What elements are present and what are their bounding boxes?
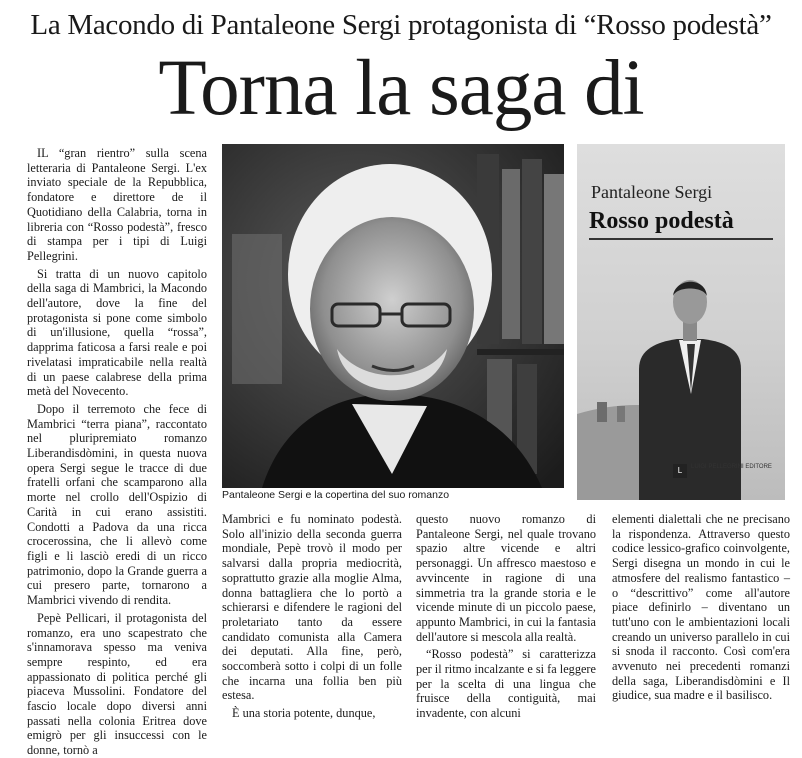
cover-divider: [589, 238, 773, 240]
paragraph: Mambrici e fu nominato podestà. Solo all'inizio della seconda guerra mondiale, Pepè trovò il modo per salvarsi dalla propria mediocrità, soprattutto grazie alla moglie Alma, donna battagliera che lo portò a schierarsi e difendere le ragioni del proletariato tanto da essere candidato comunista alla Camera dei deputati. Alla fine, però, soccomberà sotto i colpi di un folle che incarna una follia ben più estesa.: [222, 512, 402, 703]
photo-caption: Pantaleone Sergi e la copertina del suo romanzo: [222, 489, 450, 501]
paragraph: “Rosso podestà” si caratterizza per il ritmo incalzante e si fa leggere per la scelta di una lingua che fruisce della contiguità, mai invadente, con alcuni: [416, 647, 596, 721]
paragraph: IL “gran rientro” sulla scena letteraria di Pantaleone Sergi. L'ex inviato speciale de la Repubblica, fondatore e direttore de il Quotidiano della Calabria, torna in libreria con “Rosso podestà”, fresco di stampa per i tipi di Luigi Pellegrini.: [27, 146, 207, 263]
article-column-1: [27, 146, 207, 758]
author-portrait-image: [222, 144, 564, 488]
publisher-logo-icon: L: [673, 464, 687, 478]
paragraph: questo nuovo romanzo di Pantaleone Sergi, nel quale trovano spazio altre vicende e altri personaggi. Un affresco maestoso e avvincente in ragione di una simmetria tra la grande storia e le vicende minute di un piccolo paese, appunto Mambrici, in cui la fantasia dell'autore si mescola alla realtà.: [416, 512, 596, 644]
cover-publisher: LUIGI PELLEGRINI EDITORE: [691, 464, 772, 470]
cover-title: Rosso podestà: [589, 208, 734, 234]
author-photo: [222, 144, 564, 488]
article-column-4: [612, 512, 790, 703]
book-cover: [577, 144, 785, 500]
article-headline: Torna la saga di: [158, 45, 644, 132]
article-column-2: [222, 512, 402, 721]
paragraph: Dopo il terremoto che fece di Mambrici “terra piana”, raccontato nel pluripremiato romanzo Liberandisdòmini, in questa nuova opera Sergi segue le tracce di due fratelli orfani che scamparono alla morte nel crollo dell'Ospizio di Carità in cui erano assistiti. Condotti a Padova da una ricca crocerossina, che li allevò come figli e li lasciò eredi di un ricco patrimonio, dopo la Grande guerra a cui presero parte, tornarono a Mambrici vivendo di rendita.: [27, 401, 207, 608]
cover-author: Pantaleone Sergi: [591, 182, 713, 202]
paragraph: Pepè Pellicari, il protagonista del romanzo, era uno scapestrato che s'innamorava spesso ma veniva sempre respinto, ed era appassionato di politica perché gli piaceva Mussolini. Fondatore del fascio locale dopo diversi anni passati nella colonia Eritrea dove emigrò per gli insuccessi con le donne, tornò a: [27, 610, 207, 758]
article-kicker: La Macondo di Pantaleone Sergi protagonista di “Rosso podestà”: [30, 9, 772, 41]
paragraph: Si tratta di un nuovo capitolo della saga di Mambrici, la Macondo dell'autore, dove la fine del protagonista si pone come simbolo di un'illusione, quella “rossa”, dapprima faticosa a farsi reale e poi rivelatasi impraticabile nella realtà di un paese calabrese della prima metà del Novecento.: [27, 266, 207, 399]
article-column-3: [416, 512, 596, 721]
paragraph: elementi dialettali che ne precisano la rispondenza. Attraverso questo codice lessico-grafico coinvolgente, Sergi disegna un mondo in cui le atmosfere del realismo fantastico – o “descrittivo” come all'autore piace definirlo – diventano un tutt'uno con le ambientazioni locali creando un universo parallelo in cui si snoda il racconto. Così com'era avvenuto nei precedenti romanzi della saga, Liberandisdòmini e Il giudice, sua madre e il basilisco.: [612, 512, 790, 703]
paragraph: È una storia potente, dunque,: [232, 706, 376, 721]
